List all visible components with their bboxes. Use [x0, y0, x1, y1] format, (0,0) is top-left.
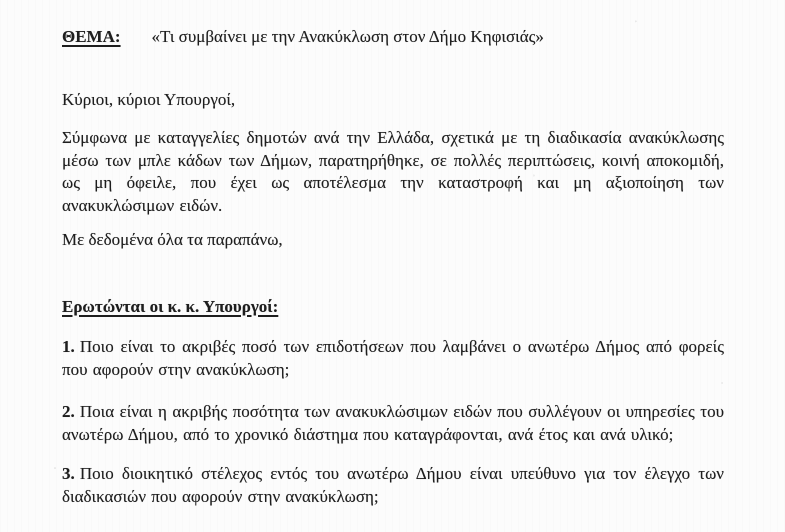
question-number: 1. [62, 337, 75, 356]
questions-heading: Ερωτώνται οι κ. κ. Υπουργοί: [62, 296, 279, 316]
subject-line [62, 26, 724, 49]
subject-label: ΘΕΜΑ: [62, 27, 121, 46]
question-item-2 [62, 401, 724, 446]
lead-in-line: Με δεδομένα όλα τα παραπάνω, [62, 230, 283, 249]
subject-text: «Τι συμβαίνει με την Ανακύκλωση στον Δήμο Κηφισιάς» [151, 27, 544, 46]
question-number: 3. [62, 464, 75, 483]
question-item-1 [62, 336, 724, 381]
question-text: Ποιο διοικητικό στέλεχος εντός του ανωτέρω Δήμου είναι υπεύθυνο για τον έλεγχο των διαδικασιών που αφορούν στην ανακύκλωση; [62, 464, 724, 506]
salutation: Κύριοι, κύριοι Υπουργοί, [62, 89, 236, 109]
question-text: Ποια είναι η ακριβής ποσότητα των ανακυκλώσιμων ειδών που συλλέγουν οι υπηρεσίες του ανωτέρω Δήμου, από το χρονικό διάστημα που καταγράφονται, ανά έτος και ανά υλικό; [62, 402, 724, 444]
question-number: 2. [62, 402, 75, 421]
body-paragraph: Σύμφωνα με καταγγελίες δημοτών ανά την Ελλάδα, σχετικά με τη διαδικασία ανακύκλωσης μέσω των μπλε κάδων των Δήμων, παρατηρήθηκε, σε πολλές περιπτώσεις, κοινή αποκομιδή, ως μη όφειλε, που έχει ως αποτέλεσμα την καταστροφή και μη αξιοποίηση των ανακυκλώσιμων ειδών. [62, 128, 724, 215]
question-item-3 [62, 463, 724, 508]
question-text: Ποιο είναι το ακριβές ποσό των επιδοτήσεων που λαμβάνει ο ανωτέρω Δήμος από φορείς που αφορούν στην ανακύκλωση; [62, 337, 724, 379]
document-body [62, 26, 724, 508]
